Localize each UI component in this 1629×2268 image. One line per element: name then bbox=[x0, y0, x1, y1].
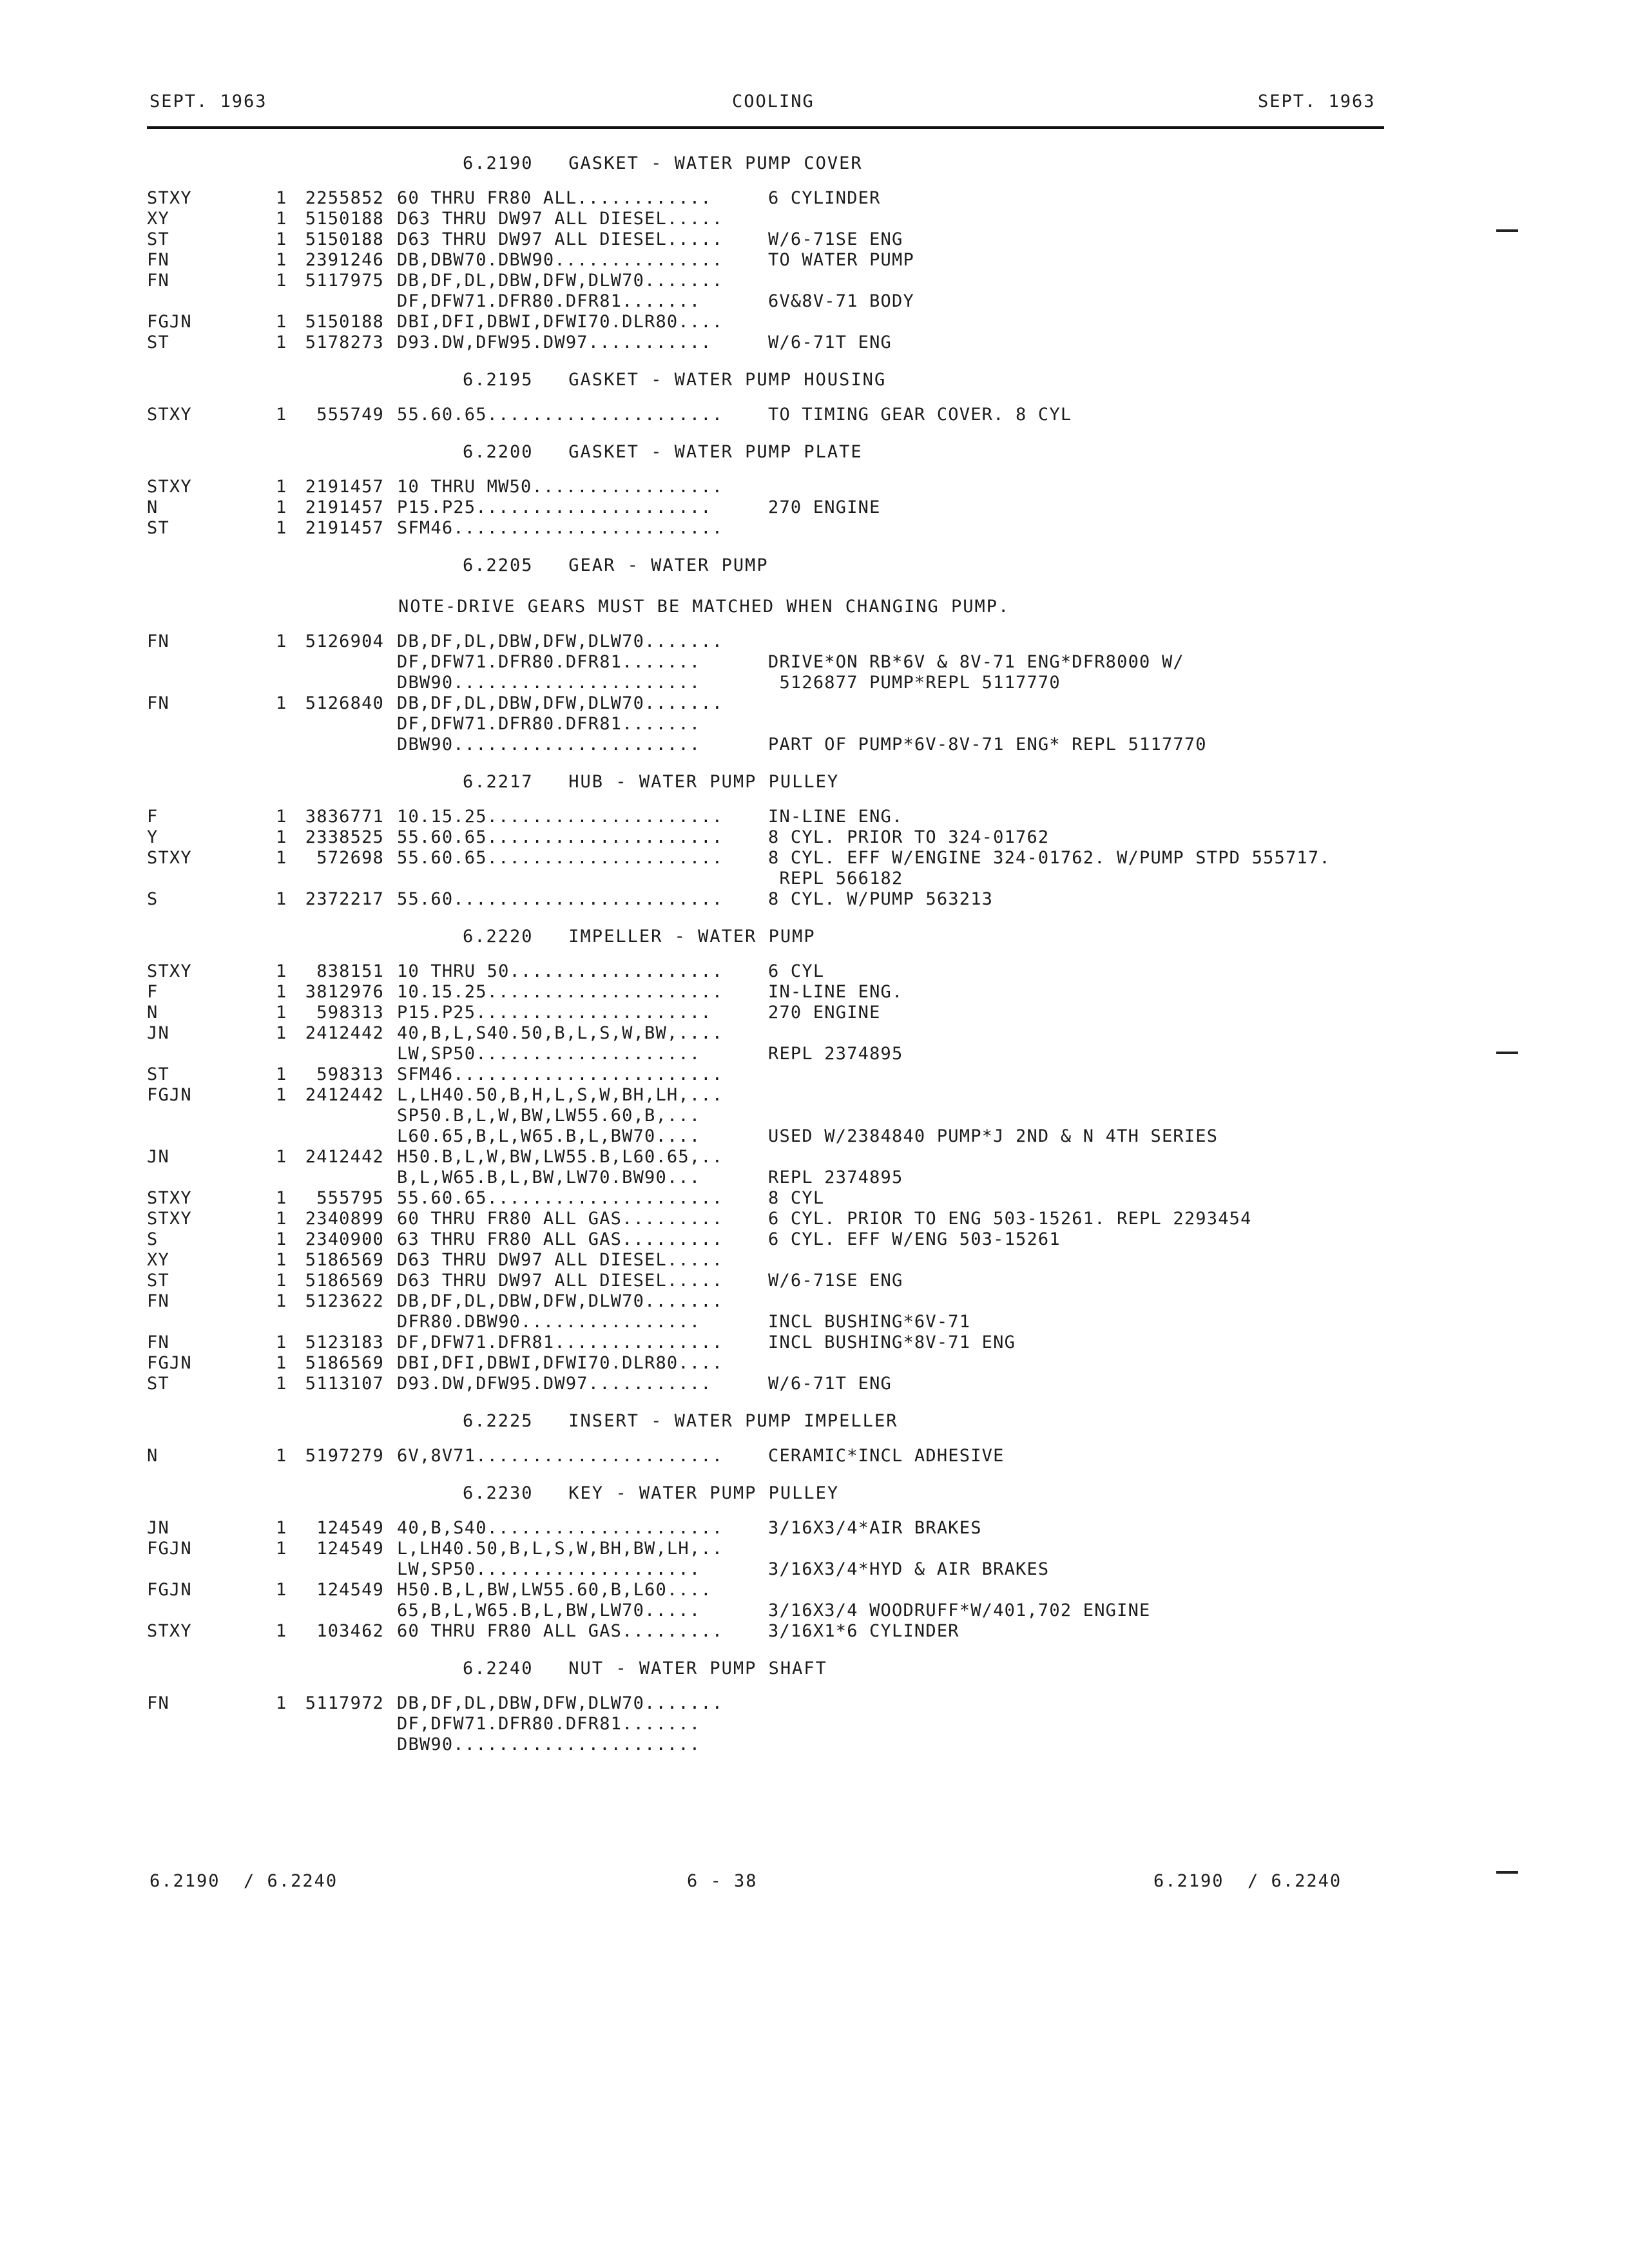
code-cell: S bbox=[147, 889, 159, 909]
part-number-cell: 3836771 bbox=[305, 807, 384, 827]
header-title: COOLING bbox=[732, 91, 815, 111]
part-row bbox=[0, 250, 1629, 271]
code-cell: STXY bbox=[147, 1188, 192, 1208]
application-cell: DBI,DFI,DBWI,DFWI70.DLR80.... bbox=[397, 312, 724, 332]
part-row bbox=[0, 1044, 1629, 1064]
remarks-cell: 5126877 PUMP*REPL 5117770 bbox=[768, 673, 1061, 693]
part-row bbox=[0, 1064, 1629, 1085]
part-row bbox=[0, 1353, 1629, 1374]
remarks-cell: IN-LINE ENG. bbox=[768, 982, 903, 1002]
code-cell: FGJN bbox=[147, 1085, 192, 1105]
qty-cell: 1 bbox=[276, 1209, 287, 1229]
remarks-cell: CERAMIC*INCL ADHESIVE bbox=[768, 1446, 1005, 1466]
part-number-cell: 5113107 bbox=[305, 1374, 384, 1394]
code-cell: STXY bbox=[147, 405, 192, 425]
code-cell: FN bbox=[147, 631, 169, 651]
qty-cell: 1 bbox=[276, 807, 287, 827]
qty-cell: 1 bbox=[276, 497, 287, 517]
section-title: 6.2220 IMPELLER - WATER PUMP bbox=[463, 927, 816, 947]
part-number-cell: 5186569 bbox=[305, 1250, 384, 1270]
remarks-cell: 3/16X3/4*AIR BRAKES bbox=[768, 1518, 982, 1538]
application-cell: DB,DF,DL,DBW,DFW,DLW70....... bbox=[397, 631, 724, 651]
remarks-cell: W/6-71SE ENG bbox=[768, 229, 903, 249]
application-cell: 65,B,L,W65.B,L,BW,LW70..... bbox=[397, 1600, 701, 1620]
application-cell: LW,SP50.................... bbox=[397, 1044, 701, 1064]
part-number-cell: 2340900 bbox=[305, 1229, 384, 1249]
qty-cell: 1 bbox=[276, 250, 287, 270]
part-row bbox=[0, 497, 1629, 518]
application-cell: DF,DFW71.DFR80.DFR81....... bbox=[397, 652, 701, 672]
part-number-cell: 598313 bbox=[316, 1003, 384, 1023]
application-cell: P15.P25..................... bbox=[397, 497, 712, 517]
code-cell: ST bbox=[147, 229, 169, 249]
code-cell: FN bbox=[147, 1693, 169, 1713]
code-cell: ST bbox=[147, 1064, 169, 1084]
code-cell: FN bbox=[147, 271, 169, 291]
remarks-cell: 8 CYL. PRIOR TO 324-01762 bbox=[768, 827, 1050, 847]
part-row bbox=[0, 1250, 1629, 1271]
part-number-cell: 598313 bbox=[316, 1064, 384, 1084]
part-row bbox=[0, 1374, 1629, 1394]
code-cell: STXY bbox=[147, 848, 192, 868]
part-number-cell: 2191457 bbox=[305, 518, 384, 538]
part-row bbox=[0, 1600, 1629, 1621]
part-number-cell: 5150188 bbox=[305, 209, 384, 229]
code-cell: N bbox=[147, 1446, 159, 1466]
part-number-cell: 2340899 bbox=[305, 1209, 384, 1229]
qty-cell: 1 bbox=[276, 1271, 287, 1291]
code-cell: F bbox=[147, 982, 159, 1002]
application-cell: B,L,W65.B,L,BW,LW70.BW90... bbox=[397, 1168, 701, 1187]
section-title: 6.2205 GEAR - WATER PUMP bbox=[463, 555, 769, 575]
section-title: 6.2225 INSERT - WATER PUMP IMPELLER bbox=[463, 1411, 898, 1431]
section-title: 6.2240 NUT - WATER PUMP SHAFT bbox=[463, 1658, 827, 1678]
qty-cell: 1 bbox=[276, 209, 287, 229]
application-cell: DBI,DFI,DBWI,DFWI70.DLR80.... bbox=[397, 1353, 724, 1373]
part-row bbox=[0, 332, 1629, 353]
code-cell: ST bbox=[147, 1374, 169, 1394]
footer-range-left: 6.2190 / 6.2240 bbox=[149, 1871, 338, 1891]
application-cell: L,LH40.50,B,H,L,S,W,BH,LH,... bbox=[397, 1085, 724, 1105]
part-row bbox=[0, 1229, 1629, 1250]
part-number-cell: 555795 bbox=[316, 1188, 384, 1208]
code-cell: XY bbox=[147, 1250, 169, 1270]
application-cell: H50.B,L,W,BW,LW55.B,L60.65,.. bbox=[397, 1147, 724, 1167]
part-row bbox=[0, 961, 1629, 982]
application-cell: 55.60.65..................... bbox=[397, 827, 724, 847]
parts-section bbox=[0, 1648, 1629, 1762]
part-row bbox=[0, 1735, 1629, 1755]
application-cell: P15.P25..................... bbox=[397, 1003, 712, 1023]
parts-section bbox=[0, 1473, 1629, 1648]
part-number-cell: 5197279 bbox=[305, 1446, 384, 1466]
part-number-cell: 2191457 bbox=[305, 477, 384, 497]
qty-cell: 1 bbox=[276, 1580, 287, 1600]
remarks-cell: REPL 566182 bbox=[768, 869, 903, 889]
part-number-cell: 2412442 bbox=[305, 1085, 384, 1105]
code-cell: S bbox=[147, 1229, 159, 1249]
application-cell: 10.15.25..................... bbox=[397, 807, 724, 827]
application-cell: SFM46........................ bbox=[397, 1064, 724, 1084]
code-cell: N bbox=[147, 1003, 159, 1023]
application-cell: 40,B,S40..................... bbox=[397, 1518, 724, 1538]
part-number-cell: 5123622 bbox=[305, 1291, 384, 1311]
qty-cell: 1 bbox=[276, 1147, 287, 1167]
qty-cell: 1 bbox=[276, 848, 287, 868]
parts-section bbox=[0, 360, 1629, 432]
application-cell: D63 THRU DW97 ALL DIESEL..... bbox=[397, 229, 724, 249]
application-cell: 60 THRU FR80 ALL GAS......... bbox=[397, 1209, 724, 1229]
parts-section bbox=[0, 1401, 1629, 1473]
application-cell: D93.DW,DFW95.DW97........... bbox=[397, 332, 712, 352]
part-row bbox=[0, 1106, 1629, 1126]
application-cell: D63 THRU DW97 ALL DIESEL..... bbox=[397, 1250, 724, 1270]
part-row bbox=[0, 1023, 1629, 1044]
qty-cell: 1 bbox=[276, 1023, 287, 1043]
section-note: NOTE-DRIVE GEARS MUST BE MATCHED WHEN CHANGING PUMP. bbox=[398, 597, 1010, 617]
part-row bbox=[0, 1126, 1629, 1147]
qty-cell: 1 bbox=[276, 1374, 287, 1394]
application-cell: 63 THRU FR80 ALL GAS......... bbox=[397, 1229, 724, 1249]
application-cell: 6V,8V71...................... bbox=[397, 1446, 724, 1466]
part-number-cell: 5150188 bbox=[305, 229, 384, 249]
qty-cell: 1 bbox=[276, 1003, 287, 1023]
part-row bbox=[0, 1291, 1629, 1312]
qty-cell: 1 bbox=[276, 405, 287, 425]
part-row bbox=[0, 827, 1629, 848]
code-cell: ST bbox=[147, 332, 169, 352]
remarks-cell: 8 CYL. EFF W/ENGINE 324-01762. W/PUMP STPD 555717. bbox=[768, 848, 1331, 868]
application-cell: DF,DFW71.DFR80.DFR81....... bbox=[397, 1714, 701, 1734]
section-title: 6.2195 GASKET - WATER PUMP HOUSING bbox=[463, 370, 887, 390]
application-cell: 55.60.65..................... bbox=[397, 848, 724, 868]
code-cell: Y bbox=[147, 827, 159, 847]
qty-cell: 1 bbox=[276, 827, 287, 847]
qty-cell: 1 bbox=[276, 1085, 287, 1105]
application-cell: DB,DF,DL,DBW,DFW,DLW70....... bbox=[397, 1291, 724, 1311]
part-row bbox=[0, 1188, 1629, 1209]
part-row bbox=[0, 405, 1629, 425]
part-number-cell: 5178273 bbox=[305, 332, 384, 352]
remarks-cell: 8 CYL. W/PUMP 563213 bbox=[768, 889, 994, 909]
part-row bbox=[0, 188, 1629, 209]
part-number-cell: 555749 bbox=[316, 405, 384, 425]
parts-section bbox=[0, 916, 1629, 1401]
application-cell: LW,SP50.................... bbox=[397, 1559, 701, 1579]
remarks-cell: W/6-71T ENG bbox=[768, 332, 892, 352]
qty-cell: 1 bbox=[276, 1621, 287, 1641]
part-number-cell: 838151 bbox=[316, 961, 384, 981]
section-title: 6.2200 GASKET - WATER PUMP PLATE bbox=[463, 442, 863, 462]
part-row bbox=[0, 673, 1629, 693]
qty-cell: 1 bbox=[276, 1250, 287, 1270]
remarks-cell: REPL 2374895 bbox=[768, 1044, 903, 1064]
remarks-cell: 6 CYL. PRIOR TO ENG 503-15261. REPL 2293454 bbox=[768, 1209, 1252, 1229]
part-row bbox=[0, 1559, 1629, 1580]
part-row bbox=[0, 1147, 1629, 1168]
application-cell: 60 THRU FR80 ALL GAS......... bbox=[397, 1621, 724, 1641]
application-cell: D63 THRU DW97 ALL DIESEL..... bbox=[397, 209, 724, 229]
qty-cell: 1 bbox=[276, 1353, 287, 1373]
part-row bbox=[0, 312, 1629, 332]
application-cell: SP50.B,L,W,BW,LW55.60,B,... bbox=[397, 1106, 701, 1126]
part-row bbox=[0, 869, 1629, 889]
code-cell: STXY bbox=[147, 1209, 192, 1229]
part-row bbox=[0, 982, 1629, 1003]
qty-cell: 1 bbox=[276, 1064, 287, 1084]
part-row bbox=[0, 209, 1629, 229]
part-row bbox=[0, 1518, 1629, 1539]
qty-cell: 1 bbox=[276, 271, 287, 291]
part-row bbox=[0, 1446, 1629, 1466]
part-row bbox=[0, 1312, 1629, 1332]
part-number-cell: 5186569 bbox=[305, 1271, 384, 1291]
code-cell: FN bbox=[147, 1332, 169, 1352]
application-cell: DF,DFW71.DFR81............... bbox=[397, 1332, 724, 1352]
code-cell: N bbox=[147, 497, 159, 517]
application-cell: 10 THRU MW50................. bbox=[397, 477, 724, 497]
code-cell: STXY bbox=[147, 1621, 192, 1641]
part-number-cell: 5126904 bbox=[305, 631, 384, 651]
code-cell: XY bbox=[147, 209, 169, 229]
part-number-cell: 124549 bbox=[316, 1580, 384, 1600]
remarks-cell: PART OF PUMP*6V-8V-71 ENG* REPL 5117770 bbox=[768, 735, 1207, 754]
application-cell: 55.60.65..................... bbox=[397, 405, 724, 425]
code-cell: FN bbox=[147, 250, 169, 270]
application-cell: L,LH40.50,B,L,S,W,BH,BW,LH,.. bbox=[397, 1539, 724, 1559]
qty-cell: 1 bbox=[276, 229, 287, 249]
qty-cell: 1 bbox=[276, 1518, 287, 1538]
part-number-cell: 124549 bbox=[316, 1539, 384, 1559]
section-title: 6.2190 GASKET - WATER PUMP COVER bbox=[463, 153, 863, 173]
section-title: 6.2217 HUB - WATER PUMP PULLEY bbox=[463, 772, 840, 792]
remarks-cell: W/6-71SE ENG bbox=[768, 1271, 903, 1291]
part-number-cell: 2255852 bbox=[305, 188, 384, 208]
part-row bbox=[0, 714, 1629, 735]
remarks-cell: DRIVE*ON RB*6V & 8V-71 ENG*DFR8000 W/ bbox=[768, 652, 1184, 672]
parts-section bbox=[0, 432, 1629, 545]
code-cell: STXY bbox=[147, 961, 192, 981]
application-cell: 40,B,L,S40.50,B,L,S,W,BW,.... bbox=[397, 1023, 724, 1043]
part-number-cell: 2191457 bbox=[305, 497, 384, 517]
remarks-cell: 6V&8V-71 BODY bbox=[768, 291, 914, 311]
part-row bbox=[0, 1209, 1629, 1229]
application-cell: DF,DFW71.DFR80.DFR81....... bbox=[397, 714, 701, 734]
header-date-right: SEPT. 1963 bbox=[1258, 91, 1376, 111]
parts-section bbox=[0, 143, 1629, 360]
part-row bbox=[0, 1693, 1629, 1714]
code-cell: FN bbox=[147, 693, 169, 713]
application-cell: D93.DW,DFW95.DW97........... bbox=[397, 1374, 712, 1394]
application-cell: DB,DF,DL,DBW,DFW,DLW70....... bbox=[397, 693, 724, 713]
application-cell: DBW90...................... bbox=[397, 1735, 701, 1754]
code-cell: F bbox=[147, 807, 159, 827]
part-number-cell: 5186569 bbox=[305, 1353, 384, 1373]
part-number-cell: 3812976 bbox=[305, 982, 384, 1002]
application-cell: 10 THRU 50................... bbox=[397, 961, 724, 981]
remarks-cell: 6 CYL bbox=[768, 961, 825, 981]
qty-cell: 1 bbox=[276, 1446, 287, 1466]
part-number-cell: 5123183 bbox=[305, 1332, 384, 1352]
qty-cell: 1 bbox=[276, 312, 287, 332]
parts-list bbox=[0, 143, 1629, 1762]
page-number: 6 - 38 bbox=[687, 1871, 758, 1891]
section-title: 6.2230 KEY - WATER PUMP PULLEY bbox=[463, 1483, 840, 1503]
footer-range-right: 6.2190 / 6.2240 bbox=[1153, 1871, 1342, 1891]
part-row bbox=[0, 1003, 1629, 1023]
application-cell: DBW90...................... bbox=[397, 735, 701, 754]
remarks-cell: INCL BUSHING*6V-71 bbox=[768, 1312, 971, 1332]
part-number-cell: 103462 bbox=[316, 1621, 384, 1641]
header-rule bbox=[147, 126, 1384, 129]
remarks-cell: INCL BUSHING*8V-71 ENG bbox=[768, 1332, 1016, 1352]
application-cell: 55.60........................ bbox=[397, 889, 724, 909]
application-cell: 60 THRU FR80 ALL............ bbox=[397, 188, 712, 208]
application-cell: DB,DF,DL,DBW,DFW,DLW70....... bbox=[397, 271, 724, 291]
part-row bbox=[0, 271, 1629, 291]
part-row bbox=[0, 1085, 1629, 1106]
qty-cell: 1 bbox=[276, 1291, 287, 1311]
remarks-cell: 270 ENGINE bbox=[768, 1003, 881, 1023]
part-row bbox=[0, 229, 1629, 250]
part-row bbox=[0, 1271, 1629, 1291]
part-row bbox=[0, 735, 1629, 755]
part-row bbox=[0, 889, 1629, 910]
part-row bbox=[0, 631, 1629, 652]
part-row bbox=[0, 1168, 1629, 1188]
qty-cell: 1 bbox=[276, 961, 287, 981]
part-row bbox=[0, 652, 1629, 673]
part-row bbox=[0, 518, 1629, 539]
part-number-cell: 2391246 bbox=[305, 250, 384, 270]
application-cell: D63 THRU DW97 ALL DIESEL..... bbox=[397, 1271, 724, 1291]
application-cell: DF,DFW71.DFR80.DFR81....... bbox=[397, 291, 701, 311]
code-cell: STXY bbox=[147, 188, 192, 208]
remarks-cell: 6 CYL. EFF W/ENG 503-15261 bbox=[768, 1229, 1061, 1249]
remarks-cell: 6 CYLINDER bbox=[768, 188, 881, 208]
remarks-cell: REPL 2374895 bbox=[768, 1168, 903, 1187]
part-row bbox=[0, 1539, 1629, 1559]
part-number-cell: 2412442 bbox=[305, 1147, 384, 1167]
code-cell: FN bbox=[147, 1291, 169, 1311]
part-row bbox=[0, 848, 1629, 869]
part-row bbox=[0, 693, 1629, 714]
part-number-cell: 2338525 bbox=[305, 827, 384, 847]
qty-cell: 1 bbox=[276, 332, 287, 352]
application-cell: L60.65,B,L,W65.B,L,BW70.... bbox=[397, 1126, 701, 1146]
part-number-cell: 5150188 bbox=[305, 312, 384, 332]
application-cell: SFM46........................ bbox=[397, 518, 724, 538]
qty-cell: 1 bbox=[276, 1539, 287, 1559]
code-cell: FGJN bbox=[147, 1539, 192, 1559]
qty-cell: 1 bbox=[276, 1332, 287, 1352]
part-number-cell: 124549 bbox=[316, 1518, 384, 1538]
remarks-cell: 3/16X3/4*HYD & AIR BRAKES bbox=[768, 1559, 1050, 1579]
remarks-cell: IN-LINE ENG. bbox=[768, 807, 903, 827]
qty-cell: 1 bbox=[276, 477, 287, 497]
qty-cell: 1 bbox=[276, 1188, 287, 1208]
code-cell: FGJN bbox=[147, 1353, 192, 1373]
qty-cell: 1 bbox=[276, 1229, 287, 1249]
header-date-left: SEPT. 1963 bbox=[149, 91, 267, 111]
code-cell: STXY bbox=[147, 477, 192, 497]
application-cell: 10.15.25..................... bbox=[397, 982, 724, 1002]
parts-section bbox=[0, 762, 1629, 916]
part-number-cell: 5117972 bbox=[305, 1693, 384, 1713]
qty-cell: 1 bbox=[276, 982, 287, 1002]
remarks-cell: W/6-71T ENG bbox=[768, 1374, 892, 1394]
part-number-cell: 572698 bbox=[316, 848, 384, 868]
application-cell: DB,DF,DL,DBW,DFW,DLW70....... bbox=[397, 1693, 724, 1713]
part-row bbox=[0, 477, 1629, 497]
remarks-cell: USED W/2384840 PUMP*J 2ND & N 4TH SERIES bbox=[768, 1126, 1219, 1146]
part-row bbox=[0, 291, 1629, 312]
remarks-cell: 3/16X3/4 WOODRUFF*W/401,702 ENGINE bbox=[768, 1600, 1151, 1620]
application-cell: DB,DBW70.DBW90............... bbox=[397, 250, 724, 270]
application-cell: 55.60.65..................... bbox=[397, 1188, 724, 1208]
qty-cell: 1 bbox=[276, 889, 287, 909]
application-cell: DBW90...................... bbox=[397, 673, 701, 693]
part-number-cell: 5126840 bbox=[305, 693, 384, 713]
remarks-cell: TO TIMING GEAR COVER. 8 CYL bbox=[768, 405, 1072, 425]
part-row bbox=[0, 1714, 1629, 1735]
code-cell: FGJN bbox=[147, 1580, 192, 1600]
code-cell: JN bbox=[147, 1023, 169, 1043]
remarks-cell: 270 ENGINE bbox=[768, 497, 881, 517]
part-row bbox=[0, 1332, 1629, 1353]
remarks-cell: 3/16X1*6 CYLINDER bbox=[768, 1621, 959, 1641]
application-cell: H50.B,L,BW,LW55.60,B,L60.... bbox=[397, 1580, 712, 1600]
parts-section bbox=[0, 545, 1629, 762]
part-number-cell: 2372217 bbox=[305, 889, 384, 909]
qty-cell: 1 bbox=[276, 188, 287, 208]
part-row bbox=[0, 807, 1629, 827]
part-row bbox=[0, 1580, 1629, 1600]
margin-mark bbox=[1496, 1871, 1518, 1874]
part-number-cell: 2412442 bbox=[305, 1023, 384, 1043]
qty-cell: 1 bbox=[276, 1693, 287, 1713]
code-cell: ST bbox=[147, 518, 169, 538]
qty-cell: 1 bbox=[276, 518, 287, 538]
part-number-cell: 5117975 bbox=[305, 271, 384, 291]
qty-cell: 1 bbox=[276, 631, 287, 651]
code-cell: JN bbox=[147, 1518, 169, 1538]
remarks-cell: 8 CYL bbox=[768, 1188, 825, 1208]
code-cell: JN bbox=[147, 1147, 169, 1167]
application-cell: DFR80.DBW90................ bbox=[397, 1312, 701, 1332]
qty-cell: 1 bbox=[276, 693, 287, 713]
part-row bbox=[0, 1621, 1629, 1642]
code-cell: ST bbox=[147, 1271, 169, 1291]
remarks-cell: TO WATER PUMP bbox=[768, 250, 914, 270]
code-cell: FGJN bbox=[147, 312, 192, 332]
